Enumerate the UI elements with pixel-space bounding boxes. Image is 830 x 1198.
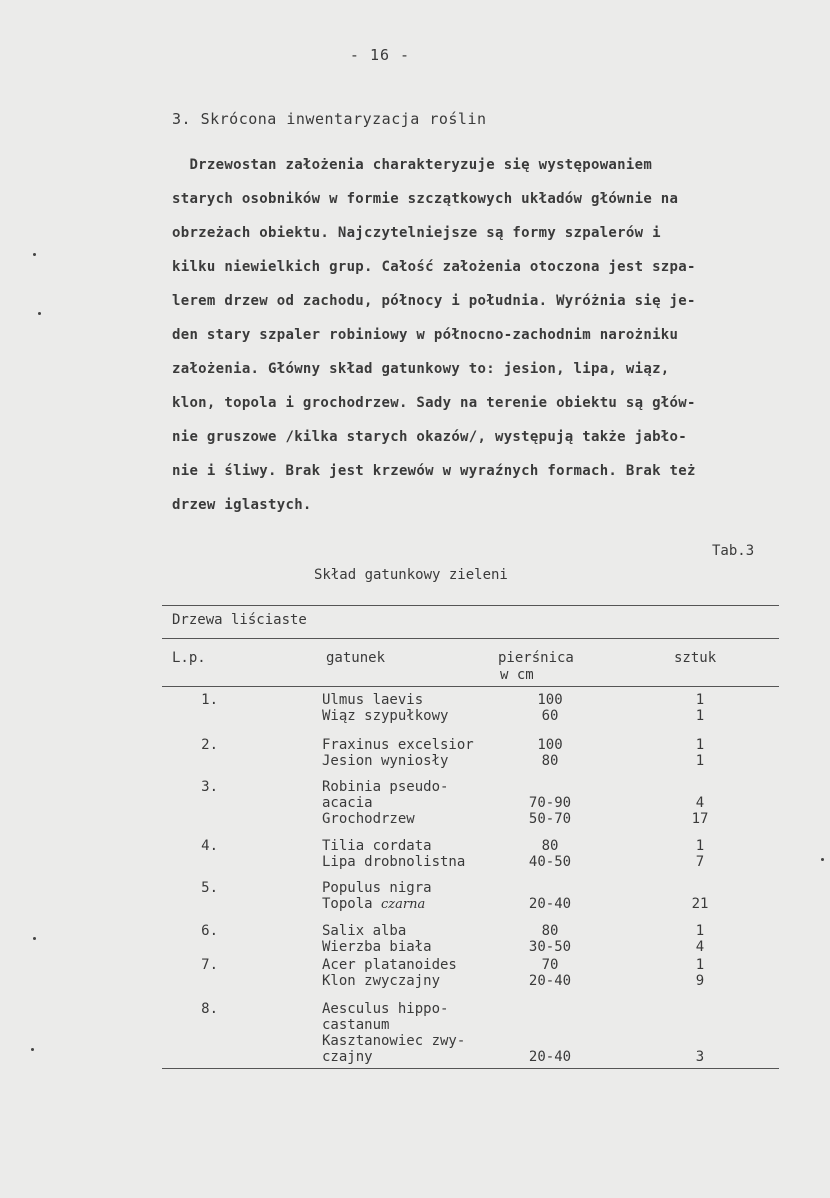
paragraph-line: nie i śliwy. Brak jest krzewów w wyraźnych formach. Brak też bbox=[172, 463, 696, 479]
speck-mark bbox=[33, 937, 36, 940]
species-line: Klon zwyczajny bbox=[322, 973, 441, 989]
table-top-rule bbox=[162, 605, 779, 606]
row-number: 3. bbox=[201, 779, 218, 795]
species-line: Acer platanoides bbox=[322, 957, 457, 973]
table-title: Skład gatunkowy zieleni bbox=[314, 567, 508, 583]
count-value bbox=[670, 1001, 730, 1017]
header-species: gatunek bbox=[326, 650, 386, 666]
paragraph-line: klon, topola i grochodrzew. Sady na terenie obiektu są głów- bbox=[172, 395, 696, 411]
paragraph-line: obrzeżach obiektu. Najczytelniejsze są formy szpalerów i bbox=[172, 225, 661, 241]
species-line: Wiąz szypułkowy bbox=[322, 708, 449, 724]
paragraph-line: Drzewostan założenia charakteryzuje się występowaniem bbox=[172, 157, 653, 173]
header-girth-unit: w cm bbox=[500, 667, 534, 683]
species-line: Grochodrzew bbox=[322, 811, 415, 827]
section-heading: 3. Skrócona inwentaryzacja roślin bbox=[172, 110, 487, 128]
row-number: 2. bbox=[201, 737, 218, 753]
count-value bbox=[670, 880, 730, 896]
speck-mark bbox=[31, 1048, 34, 1051]
header-count: sztuk bbox=[674, 650, 717, 666]
species-line: Tilia cordata bbox=[322, 838, 432, 854]
handwritten-note: czarna bbox=[381, 897, 426, 912]
count-cell bbox=[670, 957, 730, 989]
girth-value: 80 bbox=[541, 753, 559, 769]
species-cell bbox=[322, 779, 522, 827]
girth-value bbox=[520, 1033, 580, 1049]
paragraph bbox=[172, 148, 772, 522]
girth-cell bbox=[520, 880, 580, 912]
paragraph-line: kilku niewielkich grup. Całość założenia otoczona jest szpa- bbox=[172, 259, 696, 275]
girth-value: 60 bbox=[541, 708, 559, 724]
species-cell bbox=[322, 692, 522, 724]
species-line: acacia bbox=[322, 795, 373, 811]
count-cell bbox=[670, 838, 730, 870]
species-line: Aesculus hippo- bbox=[322, 1001, 449, 1017]
category-rule bbox=[162, 638, 779, 639]
row-number: 8. bbox=[201, 1001, 218, 1017]
count-value: 1 bbox=[695, 737, 705, 753]
count-value: 1 bbox=[695, 923, 705, 939]
girth-cell bbox=[520, 1001, 580, 1065]
species-line: Wierzba biała bbox=[322, 939, 432, 955]
count-cell bbox=[670, 923, 730, 955]
species-cell bbox=[322, 923, 522, 955]
paragraph-line: nie gruszowe /kilka starych okazów/, występują także jabło- bbox=[172, 429, 687, 445]
species-cell bbox=[322, 737, 522, 769]
speck-mark bbox=[821, 858, 824, 861]
count-value bbox=[670, 1033, 730, 1049]
count-value: 9 bbox=[695, 973, 705, 989]
girth-value bbox=[520, 1001, 580, 1017]
paragraph-line: założenia. Główny skład gatunkowy to: jesion, lipa, wiąz, bbox=[172, 361, 670, 377]
count-value: 1 bbox=[695, 708, 705, 724]
girth-value: 70-90 bbox=[528, 795, 572, 811]
count-value: 1 bbox=[695, 753, 705, 769]
page-number: - 16 - bbox=[349, 46, 411, 64]
girth-value: 100 bbox=[537, 737, 563, 753]
species-line: Lipa drobnolistna bbox=[322, 854, 466, 870]
row-number: 1. bbox=[201, 692, 218, 708]
species-cell bbox=[322, 880, 522, 912]
species-line: Robinia pseudo- bbox=[322, 779, 449, 795]
count-cell bbox=[670, 737, 730, 769]
girth-value bbox=[520, 1017, 580, 1033]
table-category: Drzewa liściaste bbox=[172, 612, 307, 628]
girth-cell bbox=[520, 957, 580, 989]
header-lp: L.p. bbox=[172, 650, 206, 666]
table-bottom-rule bbox=[162, 1068, 779, 1069]
girth-cell bbox=[520, 923, 580, 955]
girth-cell bbox=[520, 737, 580, 769]
girth-value: 40-50 bbox=[528, 854, 572, 870]
row-number: 6. bbox=[201, 923, 218, 939]
count-value bbox=[670, 779, 730, 795]
count-value bbox=[670, 1017, 730, 1033]
count-value: 4 bbox=[695, 939, 705, 955]
header-rule bbox=[162, 686, 779, 687]
species-line: Populus nigra bbox=[322, 880, 432, 896]
paragraph-line: drzew iglastych. bbox=[172, 497, 312, 513]
count-value: 17 bbox=[691, 811, 709, 827]
girth-cell bbox=[520, 779, 580, 827]
girth-value: 20-40 bbox=[528, 1049, 572, 1065]
species-cell bbox=[322, 1001, 522, 1065]
speck-mark bbox=[38, 312, 41, 315]
paragraph-line: den stary szpaler robiniowy w północno-zachodnim narożniku bbox=[172, 327, 679, 343]
species-line: czajny bbox=[322, 1049, 373, 1065]
species-line: Jesion wyniosły bbox=[322, 753, 449, 769]
count-value: 3 bbox=[695, 1049, 705, 1065]
count-value: 1 bbox=[695, 692, 705, 708]
girth-value: 70 bbox=[541, 957, 559, 973]
species-cell bbox=[322, 957, 522, 989]
count-cell bbox=[670, 1001, 730, 1065]
paragraph-line: starych osobników w formie szczątkowych układów głównie na bbox=[172, 191, 679, 207]
count-cell bbox=[670, 880, 730, 912]
table-reference: Tab.3 bbox=[712, 543, 755, 559]
row-number: 4. bbox=[201, 838, 218, 854]
girth-cell bbox=[520, 692, 580, 724]
girth-value: 50-70 bbox=[528, 811, 572, 827]
species-line: Ulmus laevis bbox=[322, 692, 424, 708]
count-value: 7 bbox=[695, 854, 705, 870]
count-value: 1 bbox=[695, 838, 705, 854]
count-cell bbox=[670, 779, 730, 827]
count-value: 1 bbox=[695, 957, 705, 973]
species-line: Salix alba bbox=[322, 923, 407, 939]
species-line: Kasztanowiec zwy- bbox=[322, 1033, 466, 1049]
girth-value bbox=[520, 779, 580, 795]
girth-cell bbox=[520, 838, 580, 870]
count-value: 21 bbox=[691, 896, 709, 912]
girth-value: 80 bbox=[541, 838, 559, 854]
count-cell bbox=[670, 692, 730, 724]
row-number: 5. bbox=[201, 880, 218, 896]
row-number: 7. bbox=[201, 957, 218, 973]
species-line: Topola bbox=[322, 896, 373, 912]
girth-value: 20-40 bbox=[528, 973, 572, 989]
girth-value bbox=[520, 880, 580, 896]
species-line: Fraxinus excelsior bbox=[322, 737, 474, 753]
species-line: castanum bbox=[322, 1017, 390, 1033]
speck-mark bbox=[33, 253, 36, 256]
header-girth: pierśnica bbox=[498, 650, 574, 666]
count-value: 4 bbox=[695, 795, 705, 811]
girth-value: 100 bbox=[537, 692, 563, 708]
paragraph-line: lerem drzew od zachodu, północy i południa. Wyróżnia się je- bbox=[172, 293, 696, 309]
girth-value: 20-40 bbox=[528, 896, 572, 912]
species-cell bbox=[322, 838, 522, 870]
girth-value: 80 bbox=[541, 923, 559, 939]
girth-value: 30-50 bbox=[528, 939, 572, 955]
